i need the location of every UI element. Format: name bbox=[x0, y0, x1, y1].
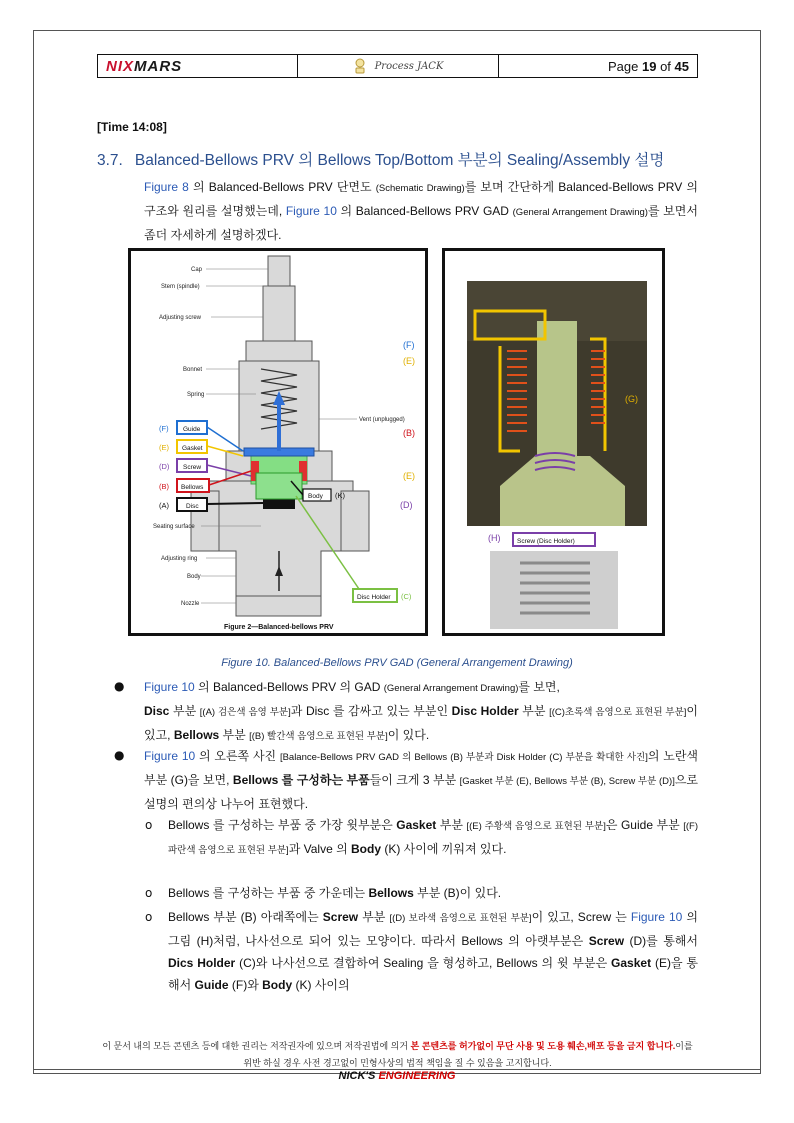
text-run: 과 Valve 의 bbox=[288, 842, 352, 856]
logo-part-mars: MARS bbox=[134, 57, 183, 75]
right-tag-e2: (E) bbox=[403, 471, 415, 481]
text-run: 를 보면서 좀더 자세하게 설명하겠다. bbox=[144, 204, 698, 242]
tag-b: (B) bbox=[159, 482, 169, 491]
figure-ref[interactable]: Figure 10 bbox=[144, 749, 196, 763]
text-run: Guide bbox=[194, 978, 229, 992]
sub-bullet-1 bbox=[168, 814, 698, 862]
text-run: 를 보며 간단하게 Balanced-Bellows PRV 의 구조와 원리를 설명했는데, bbox=[144, 180, 698, 218]
text-run: 의 Balanced-Bellows PRV 단면도 bbox=[188, 180, 376, 194]
box-bellows: Bellows bbox=[181, 484, 204, 491]
figure-left-schematic bbox=[128, 248, 428, 636]
text-run: 이 있고, bbox=[144, 704, 699, 742]
text-run: 이 문서 내의 모든 콘텐츠 등에 대한 권리는 저작권자에 있으며 저작권법에 의거 bbox=[102, 1041, 411, 1051]
text-run: [(B) 빨간색 음영으로 표현된 부분] bbox=[249, 731, 388, 742]
box-screw: Screw bbox=[183, 464, 202, 471]
text-run: (K) 사이의 bbox=[292, 978, 350, 992]
page-number bbox=[499, 59, 697, 74]
section-number: 3.7. bbox=[97, 152, 123, 169]
sub-bullet-marker: o bbox=[145, 818, 153, 832]
label-body: Body bbox=[187, 574, 201, 580]
text-run: 를 보면, bbox=[518, 680, 560, 694]
text-run: Bellows bbox=[173, 728, 220, 742]
label-adjusting-screw: Adjusting screw bbox=[159, 315, 202, 321]
text-run: Disc bbox=[144, 704, 170, 718]
text-run: Gasket bbox=[611, 956, 652, 970]
text-run: (General Arrangement Drawing) bbox=[512, 207, 648, 218]
bullet-dot: ● bbox=[114, 679, 125, 693]
sub-bullet-3 bbox=[168, 906, 698, 996]
bullet-paragraph-2 bbox=[144, 745, 698, 815]
text-run: (D)를 통해서 bbox=[624, 934, 698, 948]
tag-k: (K) bbox=[335, 491, 345, 500]
text-run: 들이 크게 3 부분 bbox=[369, 773, 460, 787]
bullet-dot: ● bbox=[114, 748, 125, 762]
text-run: 과 Disc 를 감싸고 있는 부분인 bbox=[290, 704, 452, 718]
text-run: 이 있고, Screw 는 bbox=[531, 910, 631, 924]
page-current: 19 bbox=[641, 58, 657, 74]
sub-bullet-2 bbox=[168, 882, 698, 904]
brand-nicks: NICK'S bbox=[338, 1070, 379, 1082]
box-disc: Disc bbox=[186, 503, 199, 510]
footer-brand bbox=[0, 1070, 794, 1082]
tag-d: (D) bbox=[159, 462, 170, 471]
text-run: [(E) 주황색 음영으로 표현된 부분] bbox=[466, 821, 606, 832]
box-guide: Guide bbox=[183, 426, 201, 433]
box-screw-disc-holder: Screw (Disc Holder) bbox=[517, 538, 575, 545]
text-run: 부분 bbox=[169, 704, 200, 718]
tag-a: (A) bbox=[159, 501, 169, 510]
header-signature bbox=[298, 55, 499, 77]
right-tag-e: (E) bbox=[403, 356, 415, 366]
bullet-paragraph-1 bbox=[144, 676, 698, 748]
page-total: 45 bbox=[674, 58, 689, 74]
text-run: Screw bbox=[588, 934, 625, 948]
logo-part-nix: NIX bbox=[106, 57, 135, 75]
time-stamp: [Time 14:08] bbox=[97, 120, 167, 134]
text-run: Gasket bbox=[396, 818, 437, 832]
label-adjusting-ring: Adjusting ring bbox=[161, 556, 198, 562]
section-title-text: Balanced-Bellows PRV 의 Bellows Top/Bottom 부분의 Sealing/Assembly 설명 bbox=[134, 152, 665, 169]
bellows-closeup-photo bbox=[445, 251, 662, 633]
text-run: [(F) 파란색 음영으로 표현된 부분] bbox=[168, 821, 698, 856]
text-run: 의 그림 (H)처럼, 나사선으로 되어 있는 모양이다. 따라서 Bellows 의 아랫부분은 bbox=[168, 910, 698, 948]
text-run: [Gasket 부분 (E), Bellows 부분 (B), Screw 부분 (D)] bbox=[459, 776, 675, 787]
text-run: 은 Guide 부분 bbox=[605, 818, 684, 832]
figure-ref[interactable]: Figure 10 bbox=[285, 204, 337, 218]
text-run: (C)와 나사선으로 결합하여 Sealing 을 형성하고, Bellows 의 윗 부분은 bbox=[235, 956, 612, 970]
text-run: Bellows bbox=[368, 886, 414, 900]
box-gasket: Gasket bbox=[182, 445, 203, 452]
text-run: 의 노란색 부분 (G)을 보면, bbox=[144, 749, 699, 787]
text-run: [(C)초록색 음영으로 표현된 부분] bbox=[549, 707, 687, 718]
label-seating-surface: Seating surface bbox=[153, 524, 195, 530]
text-run: 으로 설명의 편의상 나누어 표현했다. bbox=[144, 773, 699, 811]
text-run: 이 있다. bbox=[387, 728, 430, 742]
text-run: [Balance-Bellows PRV GAD 의 Bellows (B) 부분과 Disk Holder (C) 부분을 확대한 사진] bbox=[279, 752, 648, 763]
sub-bullet-marker: o bbox=[145, 910, 153, 924]
sub-bullet-marker: o bbox=[145, 886, 153, 900]
figure-ref[interactable]: Figure 10 bbox=[630, 910, 683, 924]
text-run: Screw bbox=[322, 910, 359, 924]
box-body: Body bbox=[308, 493, 323, 500]
right-tag-d: (D) bbox=[400, 500, 413, 510]
figure-right-photo bbox=[442, 248, 665, 636]
text-run: (K) 사이에 끼워져 있다. bbox=[381, 842, 507, 856]
text-run: 의 오른쪽 사진 bbox=[195, 749, 280, 763]
nixmars-logo bbox=[98, 55, 298, 77]
text-run: 부분 bbox=[219, 728, 250, 742]
page-prefix: Page bbox=[607, 58, 639, 74]
label-spring: Spring bbox=[187, 392, 205, 398]
text-run: Bellows 부분 (B) 아래쪽에는 bbox=[168, 910, 323, 924]
right-tag-b: (B) bbox=[403, 428, 415, 438]
text-run: Body bbox=[262, 978, 293, 992]
text-run: Bellows 를 구성하는 부품 중 가장 윗부분은 bbox=[168, 818, 397, 832]
figure-caption: Figure 10. Balanced-Bellows PRV GAD (General Arrangement Drawing) bbox=[221, 657, 573, 669]
text-run: (F)와 bbox=[228, 978, 263, 992]
tag-c: (C) bbox=[401, 592, 412, 601]
label-bonnet: Bonnet bbox=[183, 367, 203, 373]
text-run: 부분 bbox=[358, 910, 390, 924]
text-run: 부분 bbox=[518, 704, 550, 718]
intro-paragraph bbox=[144, 176, 698, 246]
text-run: 부분 (B)이 있다. bbox=[413, 886, 502, 900]
valve-schematic bbox=[131, 251, 425, 633]
logo-text bbox=[106, 58, 182, 75]
text-run: [(A) 검은색 음영 부분] bbox=[199, 707, 291, 718]
text-run: Disc Holder bbox=[451, 704, 519, 718]
right-tag-h: (H) bbox=[488, 533, 501, 543]
text-run: 본 콘텐츠를 허가없이 무단 사용 및 도용 훼손,배포 등을 금지 합니다. bbox=[410, 1041, 676, 1051]
text-run: 의 Balanced-Bellows PRV GAD bbox=[336, 204, 513, 218]
text-run: (Schematic Drawing) bbox=[375, 183, 465, 194]
tag-e: (E) bbox=[159, 443, 169, 452]
text-run: (General Arrangement Drawing) bbox=[383, 683, 519, 694]
tag-f: (F) bbox=[159, 424, 169, 433]
stamp-icon bbox=[353, 58, 367, 74]
box-disc-holder: Disc Holder bbox=[357, 594, 391, 601]
left-figure-title: Figure 2—Balanced-bellows PRV bbox=[224, 624, 334, 631]
text-run: [(D) 보라색 음영으로 표현된 부분] bbox=[389, 913, 532, 924]
brand-engineering: ENGINEERING bbox=[378, 1070, 456, 1082]
text-run: 부분 bbox=[436, 818, 467, 832]
label-cap: Cap bbox=[191, 267, 203, 273]
text-run: Body bbox=[351, 842, 382, 856]
page-of: of bbox=[660, 58, 671, 74]
page-header bbox=[97, 54, 698, 78]
signature-text: Process JACK bbox=[374, 60, 444, 72]
right-tag-g: (G) bbox=[625, 394, 638, 404]
text-run: Dics Holder bbox=[168, 956, 236, 970]
text-run: (E)을 통해서 bbox=[168, 956, 699, 992]
copyright-notice bbox=[97, 1038, 698, 1072]
right-tag-f: (F) bbox=[403, 340, 415, 350]
text-run: Bellows 를 구성하는 부품 bbox=[232, 773, 370, 787]
label-stem: Stem (spindle) bbox=[161, 284, 200, 290]
figure-ref[interactable]: Figure 8 bbox=[144, 180, 189, 194]
label-vent: Vent (unplugged) bbox=[359, 417, 405, 423]
text-run: Bellows 를 구성하는 부품 중 가운데는 bbox=[168, 886, 369, 900]
label-nozzle: Nozzle bbox=[181, 601, 200, 607]
text-run: 이를 위반 하실 경우 사전 경고없이 민형사상의 법적 책임을 질 수 있음을 고지합니다. bbox=[243, 1041, 693, 1068]
text-run: 의 Balanced-Bellows PRV 의 GAD bbox=[194, 680, 384, 694]
section-title bbox=[97, 148, 664, 170]
figure-ref[interactable]: Figure 10 bbox=[144, 680, 195, 694]
